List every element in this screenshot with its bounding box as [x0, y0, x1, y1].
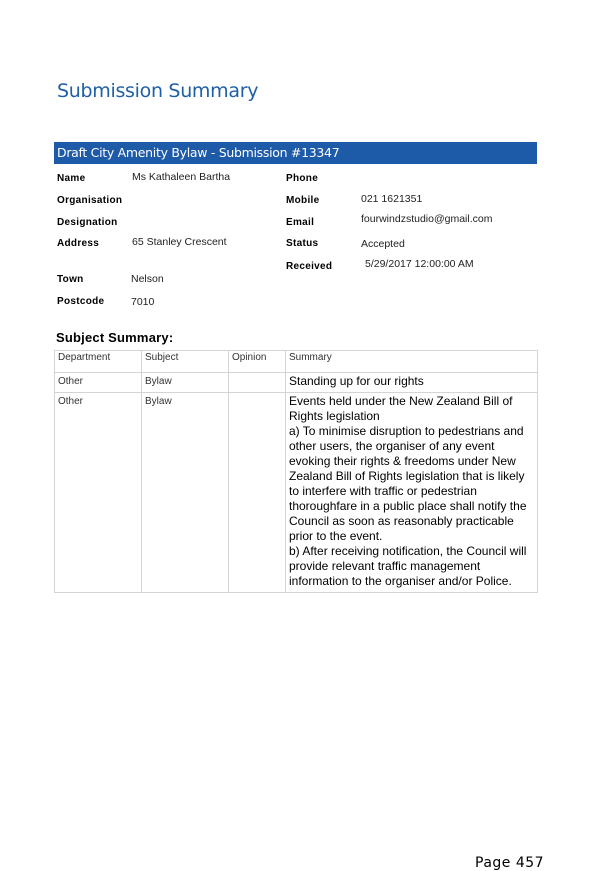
postcode-value: 7010: [131, 296, 155, 308]
status-value: Accepted: [361, 238, 405, 250]
row-opinion: [229, 373, 286, 393]
phone-label: Phone: [286, 173, 319, 184]
name-value: Ms Kathaleen Bartha: [132, 171, 231, 183]
subject-summary-table: [54, 350, 538, 593]
header-opinion: Opinion: [229, 351, 286, 373]
row-subject: Bylaw: [142, 373, 229, 393]
row-subject: Bylaw: [142, 393, 229, 593]
submission-banner: Draft City Amenity Bylaw - Submission #13347: [54, 142, 537, 164]
page-number: Page 457: [475, 855, 545, 871]
email-value: fourwindzstudio@gmail.com: [361, 213, 493, 225]
received-value: 5/29/2017 12:00:00 AM: [365, 258, 474, 270]
name-label: Name: [57, 173, 86, 184]
header-department: Department: [55, 351, 142, 373]
designation-label: Designation: [57, 217, 118, 228]
organisation-label: Organisation: [57, 195, 123, 206]
subject-summary-heading: Subject Summary:: [56, 330, 174, 345]
row-department: Other: [55, 373, 142, 393]
header-summary: Summary: [286, 351, 538, 373]
status-label: Status: [286, 238, 319, 249]
table-header-row: [55, 351, 538, 373]
received-label: Received: [286, 261, 333, 272]
row-opinion: [229, 393, 286, 593]
postcode-label: Postcode: [57, 296, 105, 307]
row-department: Other: [55, 393, 142, 593]
row-summary: Events held under the New Zealand Bill of Rights legislation a) To minimise disruption to pedestrians and other users, the organiser of any event evoking their rights & freedoms under New Zealand Bill of Rights legislation that is likely to interfere with traffic or pedestrian thoroughfare in a public place shall notify the Council as soon as reasonably practicable prior to the event. b) After receiving notification, the Council will provide relevant traffic management information to the organiser and/or Police.: [286, 393, 538, 593]
email-label: Email: [286, 217, 315, 228]
mobile-label: Mobile: [286, 195, 320, 206]
address-label: Address: [57, 238, 100, 249]
page-title: Submission Summary: [57, 80, 259, 102]
table-row: [55, 393, 538, 593]
town-label: Town: [57, 274, 84, 285]
table-row: [55, 373, 538, 393]
address-value: 65 Stanley Crescent: [132, 236, 227, 248]
header-subject: Subject: [142, 351, 229, 373]
row-summary: Standing up for our rights: [286, 373, 538, 393]
town-value: Nelson: [131, 273, 164, 285]
mobile-value: 021 1621351: [361, 193, 423, 205]
